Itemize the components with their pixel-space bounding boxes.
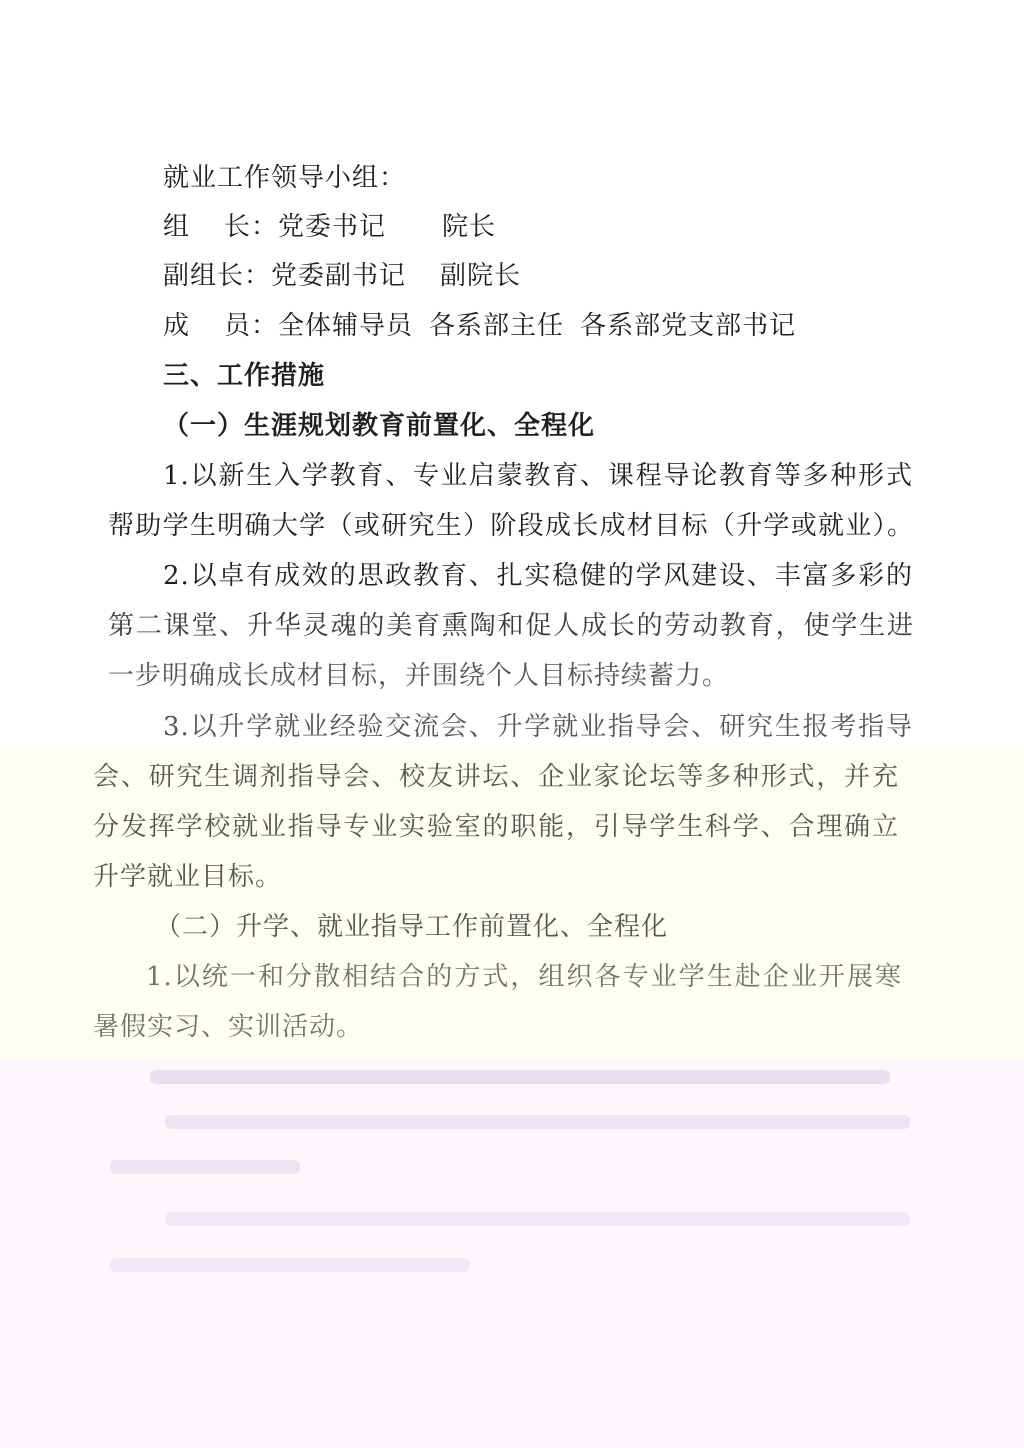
paragraph-1-line-1: 1.以新生入学教育、专业启蒙教育、课程导论教育等多种形式	[163, 461, 913, 491]
leader-row	[163, 210, 496, 244]
deputy-leader-row	[163, 259, 521, 293]
paragraph-2-line-1: 2.以卓有成效的思政教育、扎实稳健的学风建设、丰富多彩的	[163, 561, 913, 591]
member-value-department-heads: 各系部主任	[429, 311, 565, 341]
deputy-label: 副组长：	[163, 261, 272, 291]
section-three-heading: 三、工作措施	[163, 361, 326, 391]
paragraph-3-line-1: 3.以升学就业经验交流会、升学就业指导会、研究生报考指导	[163, 712, 913, 742]
leader-value-president: 院长	[442, 212, 497, 242]
paragraph-4-line-1: 1.以统一和分散相结合的方式，组织各专业学生赴企业开展寒	[146, 962, 902, 992]
deputy-value-vice-president: 副院长	[440, 261, 522, 291]
member-label-part2: 员：	[224, 311, 279, 341]
paragraph-3-line-2: 会、研究生调剂指导会、校友讲坛、企业家论坛等多种形式，并充	[93, 762, 899, 792]
leader-value-party-secretary: 党委书记	[278, 212, 387, 242]
deputy-value-deputy-secretary: 党委副书记	[271, 261, 407, 291]
member-value-branch-secretaries: 各系部党支部书记	[580, 311, 797, 341]
paragraph-3-line-4: 升学就业目标。	[93, 862, 283, 892]
leadership-group-title: 就业工作领导小组：	[163, 163, 407, 193]
subsection-one-heading: （一）生涯规划教育前置化、全程化	[163, 411, 596, 441]
paragraph-2-line-3: 一步明确成长成材目标，并围绕个人目标持续蓄力。	[108, 661, 730, 691]
subsection-two-heading: （二）升学、就业指导工作前置化、全程化	[155, 912, 669, 942]
leader-label-part1: 组	[163, 212, 191, 242]
paragraph-3-line-3: 分发挥学校就业指导专业实验室的职能，引导学生科学、合理确立	[93, 812, 899, 842]
members-row	[163, 309, 796, 343]
member-value-counselors: 全体辅导员	[278, 311, 414, 341]
paragraph-2-line-2: 第二课堂、升华灵魂的美育熏陶和促人成长的劳动教育，使学生进	[108, 611, 914, 641]
paragraph-4-line-2: 暑假实习、实训活动。	[93, 1012, 364, 1042]
paragraph-1-line-2: 帮助学生明确大学（或研究生）阶段成长成材目标（升学或就业）。	[108, 511, 914, 541]
leader-label-part2: 长：	[224, 212, 279, 242]
illegible-faded-text-region	[0, 1060, 1024, 1300]
member-label-part1: 成	[163, 311, 191, 341]
